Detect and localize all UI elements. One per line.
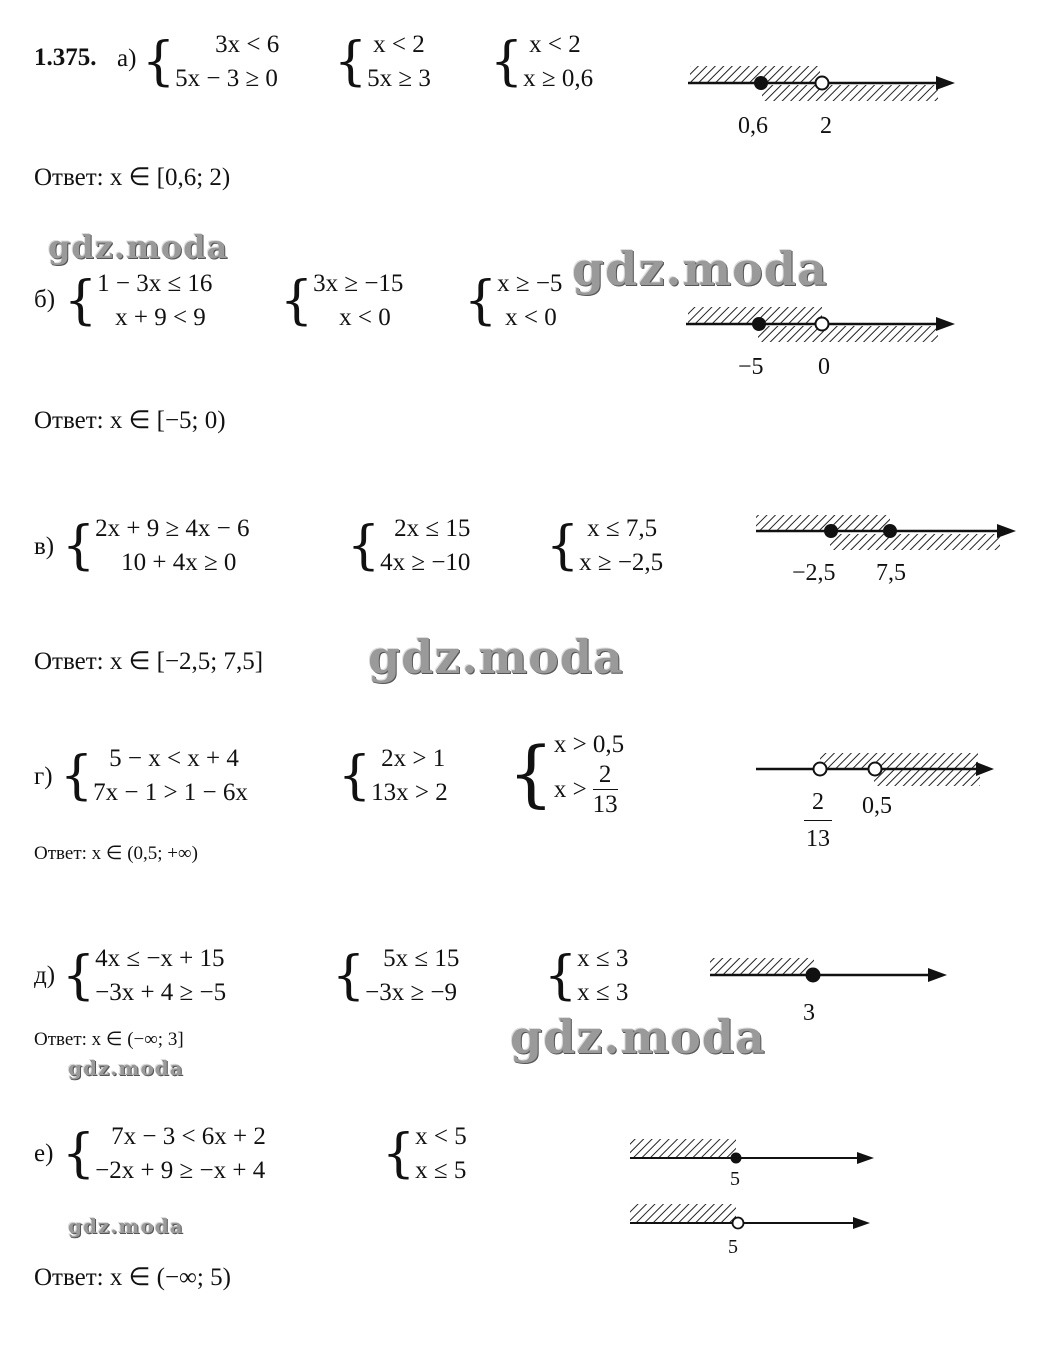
system-line: x < 5 — [415, 1123, 467, 1150]
brace-icon: { — [142, 32, 176, 92]
system-line: x ≤ 5 — [415, 1157, 467, 1184]
system-line: 5x ≥ 3 — [367, 65, 431, 92]
answer-d: Ответ: x ∈ (−∞; 3] — [34, 1029, 184, 1050]
system-line: x + 9 < 9 — [115, 304, 206, 331]
watermark: gdz.moda — [368, 630, 624, 684]
brace-icon: { — [508, 730, 554, 815]
answer-g: Ответ: x ∈ (0,5; +∞) — [34, 843, 198, 864]
system-line: 2x ≤ 15 — [394, 515, 471, 542]
system-line: x ≥ 0,6 — [523, 65, 594, 92]
answer-e: Ответ: x ∈ (−∞; 5) — [34, 1264, 231, 1291]
brace-icon: { — [332, 946, 366, 1006]
system-line: 2x + 9 ≥ 4x − 6 — [95, 515, 250, 542]
system-line: 1 − 3x ≤ 16 — [97, 270, 213, 297]
brace-icon: { — [490, 32, 524, 92]
brace-icon: { — [334, 32, 368, 92]
system-line: 4x ≥ −10 — [380, 549, 471, 576]
system-line: x ≤ 3 — [577, 945, 629, 972]
hatch-region — [630, 1139, 736, 1158]
problem-number: 1.375. — [34, 44, 97, 71]
system-line: 7x − 1 > 1 − 6x — [93, 779, 248, 806]
fraction-denominator: 13 — [592, 791, 618, 818]
system-line: x < 0 — [505, 304, 557, 331]
system-line: x < 0 — [339, 304, 391, 331]
part-label-d: д) — [34, 962, 56, 989]
system-line: 5 − x < x + 4 — [109, 745, 239, 772]
fraction-numerator: 2 — [598, 761, 612, 788]
inequality-prefix: x > — [553, 775, 587, 803]
hatch-region — [630, 1204, 736, 1223]
tick-label: 5 — [728, 1236, 738, 1258]
tick-label: 5 — [730, 1168, 740, 1190]
watermark: gdz.moda — [572, 242, 828, 296]
system-line: x ≥ −5 — [497, 270, 563, 297]
brace-icon: { — [544, 946, 578, 1006]
part-label-v: в) — [34, 533, 55, 560]
part-label-g: г) — [34, 763, 53, 790]
brace-icon: { — [60, 746, 94, 806]
arrow-icon — [853, 1217, 870, 1229]
system-line: 13x > 2 — [371, 779, 448, 806]
answer-a: Ответ: x ∈ [0,6; 2) — [34, 164, 231, 191]
system-line: 3x ≥ −15 — [313, 270, 404, 297]
brace-icon: { — [338, 746, 372, 806]
watermark: gdz.moda — [68, 1214, 184, 1238]
system-line: x < 2 — [373, 31, 425, 58]
arrow-icon — [857, 1152, 874, 1164]
system-line: 5x − 3 ≥ 0 — [175, 65, 278, 92]
watermark: gdz.moda — [510, 1010, 766, 1064]
watermark: gdz.moda — [68, 1056, 184, 1080]
fraction-numerator: 2 — [812, 789, 824, 815]
brace-icon: { — [62, 516, 96, 576]
tick-label: 3 — [803, 1000, 815, 1026]
answer-v: Ответ: x ∈ [−2,5; 7,5] — [34, 648, 264, 675]
answer-b: Ответ: x ∈ [−5; 0) — [34, 407, 226, 434]
tick-label: 0,6 — [738, 113, 768, 139]
system-line: −3x + 4 ≥ −5 — [95, 979, 227, 1006]
system-line: 5x ≤ 15 — [383, 945, 460, 972]
brace-icon: { — [64, 271, 98, 331]
fraction-denominator: 13 — [806, 826, 830, 852]
brace-icon: { — [464, 271, 498, 331]
system-line: x < 2 — [529, 31, 581, 58]
brace-icon: { — [347, 516, 381, 576]
tick-label: 0 — [818, 354, 830, 380]
system-line: x > 0,5 — [553, 731, 625, 758]
tick-label: −5 — [738, 354, 764, 380]
brace-icon: { — [62, 1124, 96, 1184]
system-line: −2x + 9 ≥ −x + 4 — [95, 1157, 266, 1184]
tick-label: 7,5 — [876, 560, 906, 586]
system-line: 7x − 3 < 6x + 2 — [111, 1123, 266, 1150]
system-line: 10 + 4x ≥ 0 — [121, 549, 237, 576]
system-line: 2x > 1 — [381, 745, 446, 772]
brace-icon: { — [280, 271, 314, 331]
watermark: gdz.moda — [48, 228, 229, 266]
brace-icon: { — [546, 516, 580, 576]
closed-point — [731, 1153, 742, 1164]
brace-icon: { — [62, 946, 96, 1006]
tick-label: 2 — [820, 113, 832, 139]
system-line: −3x ≥ −9 — [365, 979, 458, 1006]
system-line: 4x ≤ −x + 15 — [95, 945, 225, 972]
part-label-b: б) — [34, 286, 56, 313]
system-line: x ≥ −2,5 — [579, 549, 664, 576]
system-line: x ≤ 3 — [577, 979, 629, 1006]
tick-label: −2,5 — [792, 560, 836, 586]
part-label-e: е) — [34, 1140, 54, 1167]
part-label-a: а) — [117, 45, 137, 72]
system-line: 3x < 6 — [215, 31, 280, 58]
tick-label: 0,5 — [862, 793, 892, 819]
brace-icon: { — [382, 1124, 416, 1184]
open-point — [733, 1218, 744, 1229]
system-line: x ≤ 7,5 — [587, 515, 658, 542]
